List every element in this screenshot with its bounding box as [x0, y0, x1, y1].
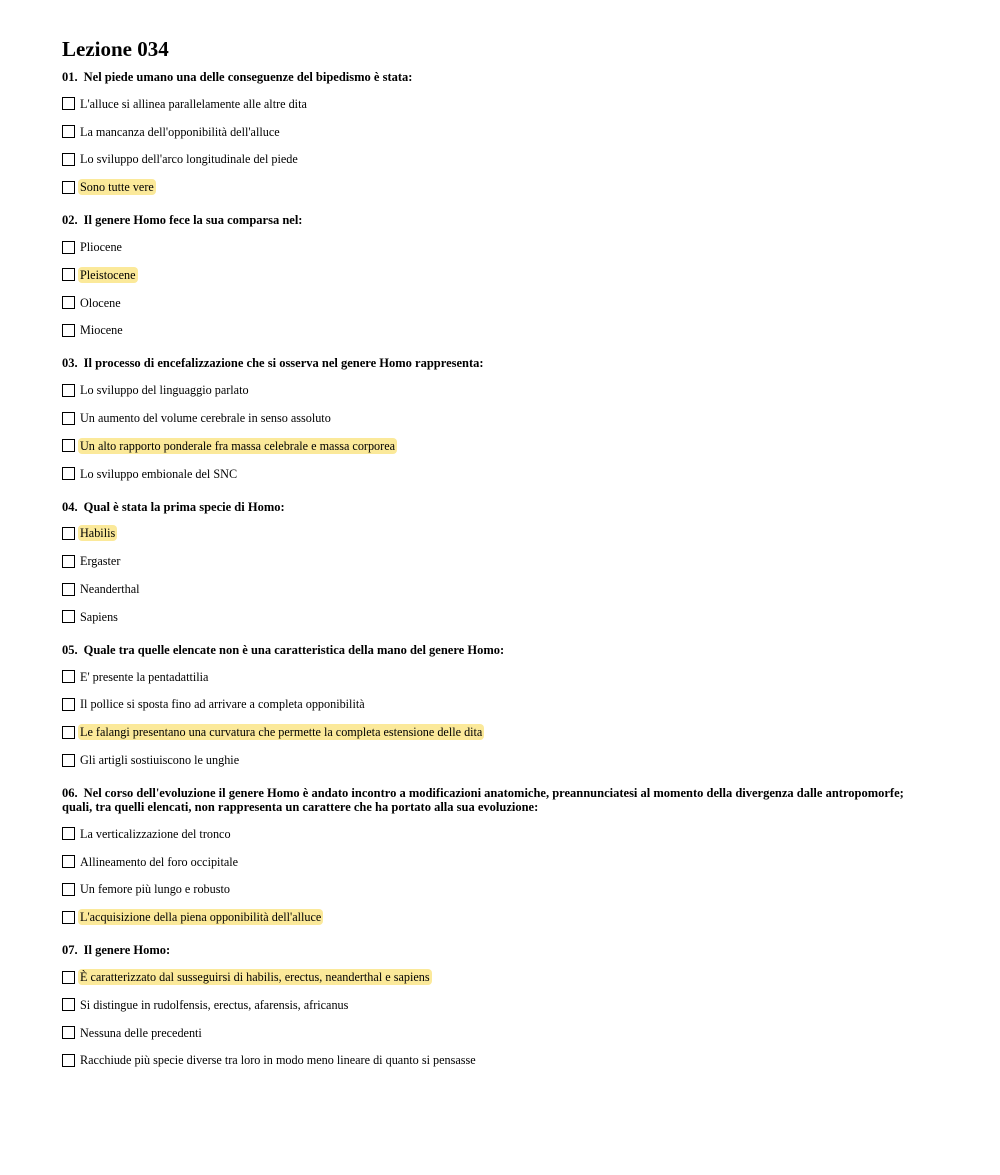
answer-checkbox[interactable] [62, 670, 75, 683]
answer-checkbox[interactable] [62, 754, 75, 767]
question-heading [62, 786, 932, 814]
question-text: Il processo di encefalizzazione che si osserva nel genere Homo rappresenta: [83, 356, 484, 371]
question-number: 03. [62, 356, 78, 371]
question-5 [62, 643, 932, 774]
question-text: Il genere Homo: [83, 943, 171, 958]
question-4 [62, 500, 932, 631]
answer-label: Allineamento del foro occipitale [80, 854, 239, 869]
answer-label: Un femore più lungo e robusto [80, 882, 230, 897]
question-number: 01. [62, 70, 78, 84]
answer-option[interactable] [62, 820, 932, 848]
answer-label-highlighted: Sono tutte vere [80, 180, 154, 195]
question-text: Il genere Homo fece la sua comparsa nel: [83, 213, 303, 228]
question-text: Qual è stata la prima specie di Homo: [83, 499, 285, 514]
answer-option[interactable] [62, 317, 932, 345]
answer-checkbox[interactable] [62, 1026, 75, 1039]
question-text: Quale tra quelle elencate non è una caratteristica della mano del genere Homo: [83, 642, 505, 657]
question-heading [62, 213, 932, 227]
answer-option[interactable] [62, 90, 932, 118]
question-text: Nel corso dell'evoluzione il genere Homo è andato incontro a modificazioni anatomiche, preannunciatesi al momento della divergenza dalle antropomorfe; quali, tra quelli elencati, non rappresenta un carattere che ha portato alla sua evoluzione: [62, 785, 904, 814]
answer-checkbox[interactable] [62, 726, 75, 739]
answer-checkbox[interactable] [62, 296, 75, 309]
answer-checkbox[interactable] [62, 971, 75, 984]
question-3 [62, 356, 932, 487]
answer-label: Il pollice si sposta fino ad arrivare a completa opponibilità [80, 697, 365, 712]
answer-label: Nessuna delle precedenti [80, 1025, 202, 1040]
answer-checkbox[interactable] [62, 998, 75, 1011]
answer-label-highlighted: L'acquisizione della piena opponibilità dell'alluce [80, 910, 322, 925]
question-7 [62, 943, 932, 1074]
answer-checkbox[interactable] [62, 527, 75, 540]
answer-option[interactable] [62, 876, 932, 904]
question-6 [62, 786, 932, 931]
answer-checkbox[interactable] [62, 384, 75, 397]
answer-option[interactable] [62, 1047, 932, 1075]
answer-option[interactable] [62, 520, 932, 548]
question-number: 02. [62, 213, 78, 228]
answer-checkbox[interactable] [62, 855, 75, 868]
answer-checkbox[interactable] [62, 241, 75, 254]
question-1 [62, 70, 932, 201]
question-heading [62, 643, 932, 657]
answer-option[interactable] [62, 146, 932, 174]
answer-label: La verticalizzazione del tronco [80, 826, 231, 841]
answer-option[interactable] [62, 460, 932, 488]
question-list [62, 70, 932, 1074]
answer-label: Pliocene [80, 240, 122, 255]
question-heading [62, 500, 932, 514]
answer-checkbox[interactable] [62, 698, 75, 711]
answer-checkbox[interactable] [62, 610, 75, 623]
question-number: 05. [62, 642, 78, 657]
answer-option[interactable] [62, 404, 932, 432]
answer-option[interactable] [62, 963, 932, 991]
answer-checkbox[interactable] [62, 153, 75, 166]
answer-label: Ergaster [80, 554, 121, 569]
answer-label: Miocene [80, 323, 123, 338]
answer-label: Sapiens [80, 609, 118, 624]
answer-checkbox[interactable] [62, 412, 75, 425]
answer-label: La mancanza dell'opponibilità dell'alluce [80, 124, 280, 139]
answer-label: Lo sviluppo embionale del SNC [80, 466, 238, 481]
answer-checkbox[interactable] [62, 268, 75, 281]
question-heading [62, 356, 932, 370]
answer-label-highlighted: Un alto rapporto ponderale fra massa celebrale e massa corporea [80, 438, 396, 453]
question-heading [62, 70, 932, 84]
answer-checkbox[interactable] [62, 97, 75, 110]
answer-option[interactable] [62, 691, 932, 719]
answer-label: Neanderthal [80, 582, 140, 597]
page-title: Lezione 034 [62, 37, 169, 61]
answer-option[interactable] [62, 848, 932, 876]
answer-checkbox[interactable] [62, 1054, 75, 1067]
answer-label: Si distingue in rudolfensis, erectus, afarensis, africanus [80, 997, 349, 1012]
question-2 [62, 213, 932, 344]
answer-option[interactable] [62, 289, 932, 317]
answer-option[interactable] [62, 432, 932, 460]
answer-label: Gli artigli sostiuiscono le unghie [80, 753, 240, 768]
answer-option[interactable] [62, 575, 932, 603]
question-number: 07. [62, 943, 78, 958]
answer-checkbox[interactable] [62, 439, 75, 452]
answer-label: Un aumento del volume cerebrale in senso assoluto [80, 411, 331, 426]
answer-label-highlighted: Le falangi presentano una curvatura che permette la completa estensione delle dita [80, 725, 483, 740]
answer-label-highlighted: Habilis [80, 526, 116, 541]
answer-option[interactable] [62, 233, 932, 261]
answer-option[interactable] [62, 746, 932, 774]
answer-option[interactable] [62, 118, 932, 146]
answer-checkbox[interactable] [62, 583, 75, 596]
answer-label: E' presente la pentadattilia [80, 669, 209, 684]
answer-option[interactable] [62, 663, 932, 691]
answer-label-highlighted: È caratterizzato dal susseguirsi di habilis, erectus, neanderthal e sapiens [80, 970, 430, 985]
answer-option[interactable] [62, 718, 932, 746]
answer-label-highlighted: Pleistocene [80, 267, 136, 282]
answer-label: Racchiude più specie diverse tra loro in modo meno lineare di quanto si pensasse [80, 1053, 476, 1068]
answer-checkbox[interactable] [62, 827, 75, 840]
answer-checkbox[interactable] [62, 883, 75, 896]
answer-checkbox[interactable] [62, 911, 75, 924]
answer-option[interactable] [62, 261, 932, 289]
answer-label: Lo sviluppo dell'arco longitudinale del piede [80, 152, 298, 167]
answer-option[interactable] [62, 547, 932, 575]
question-number: 06. [62, 785, 78, 800]
answer-option[interactable] [62, 991, 932, 1019]
question-text: Nel piede umano una delle conseguenze del bipedismo è stata: [83, 70, 413, 84]
answer-option[interactable] [62, 173, 932, 201]
answer-option[interactable] [62, 376, 932, 404]
answer-checkbox[interactable] [62, 181, 75, 194]
answer-checkbox[interactable] [62, 467, 75, 480]
answer-label: L'alluce si allinea parallelamente alle altre dita [80, 96, 307, 111]
answer-label: Lo sviluppo del linguaggio parlato [80, 383, 249, 398]
question-heading [62, 943, 932, 957]
answer-option[interactable] [62, 1019, 932, 1047]
answer-checkbox[interactable] [62, 125, 75, 138]
answer-label: Olocene [80, 295, 121, 310]
answer-option[interactable] [62, 603, 932, 631]
answer-checkbox[interactable] [62, 324, 75, 337]
answer-option[interactable] [62, 903, 932, 931]
question-number: 04. [62, 499, 78, 514]
answer-checkbox[interactable] [62, 555, 75, 568]
